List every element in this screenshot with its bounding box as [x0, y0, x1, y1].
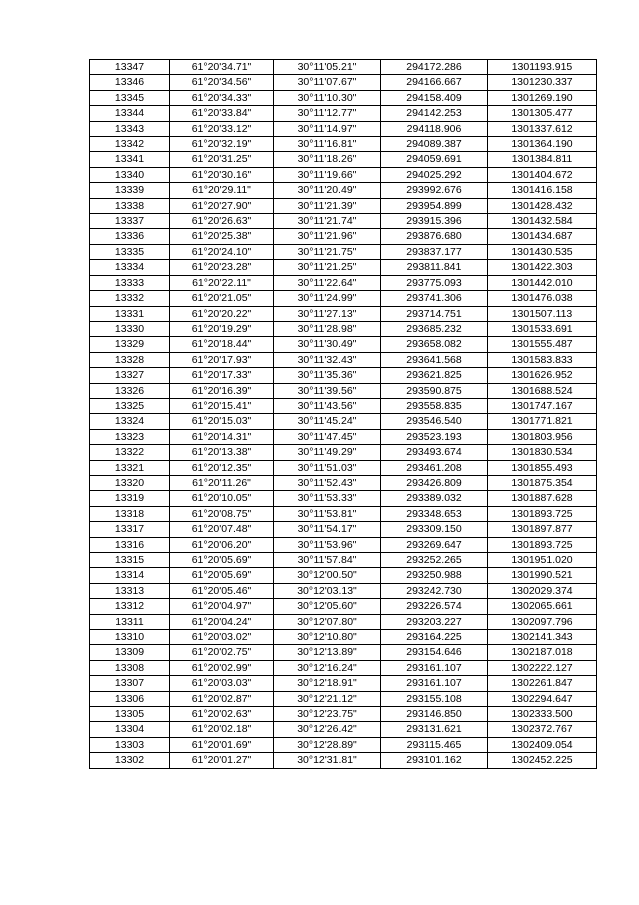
- y-coordinate-cell: 1301897.877: [488, 522, 597, 537]
- point-number-cell: 13338: [90, 198, 170, 213]
- x-coordinate-cell: 293389.032: [381, 491, 488, 506]
- table-row: [90, 137, 597, 152]
- point-number-cell: 13324: [90, 414, 170, 429]
- y-coordinate-cell: 1301875.354: [488, 475, 597, 490]
- x-coordinate-cell: 293252.265: [381, 553, 488, 568]
- point-number-cell: 13309: [90, 645, 170, 660]
- point-number-cell: 13310: [90, 630, 170, 645]
- table-row: [90, 645, 597, 660]
- point-number-cell: 13346: [90, 75, 170, 90]
- y-coordinate-cell: 1302261.847: [488, 676, 597, 691]
- latitude-cell: 61°20'01.69": [170, 737, 274, 752]
- longitude-cell: 30°11'19.66": [274, 167, 381, 182]
- y-coordinate-cell: 1301305.477: [488, 106, 597, 121]
- y-coordinate-cell: 1301555.487: [488, 337, 597, 352]
- longitude-cell: 30°11'22.64": [274, 275, 381, 290]
- y-coordinate-cell: 1302333.500: [488, 707, 597, 722]
- point-number-cell: 13341: [90, 152, 170, 167]
- latitude-cell: 61°20'23.28": [170, 260, 274, 275]
- point-number-cell: 13335: [90, 244, 170, 259]
- x-coordinate-cell: 294172.286: [381, 60, 488, 75]
- y-coordinate-cell: 1301887.628: [488, 491, 597, 506]
- latitude-cell: 61°20'33.12": [170, 121, 274, 136]
- latitude-cell: 61°20'24.10": [170, 244, 274, 259]
- latitude-cell: 61°20'02.63": [170, 707, 274, 722]
- longitude-cell: 30°12'07.80": [274, 614, 381, 629]
- point-number-cell: 13312: [90, 599, 170, 614]
- y-coordinate-cell: 1302029.374: [488, 583, 597, 598]
- longitude-cell: 30°11'21.74": [274, 214, 381, 229]
- latitude-cell: 61°20'03.02": [170, 630, 274, 645]
- x-coordinate-cell: 293348.653: [381, 506, 488, 521]
- longitude-cell: 30°11'21.96": [274, 229, 381, 244]
- longitude-cell: 30°11'24.99": [274, 291, 381, 306]
- latitude-cell: 61°20'25.38": [170, 229, 274, 244]
- longitude-cell: 30°11'35.36": [274, 368, 381, 383]
- longitude-cell: 30°11'21.25": [274, 260, 381, 275]
- latitude-cell: 61°20'31.25": [170, 152, 274, 167]
- table-row: [90, 214, 597, 229]
- latitude-cell: 61°20'21.05": [170, 291, 274, 306]
- latitude-cell: 61°20'03.03": [170, 676, 274, 691]
- table-row: [90, 244, 597, 259]
- table-row: [90, 337, 597, 352]
- latitude-cell: 61°20'33.84": [170, 106, 274, 121]
- latitude-cell: 61°20'17.33": [170, 368, 274, 383]
- point-number-cell: 13331: [90, 306, 170, 321]
- x-coordinate-cell: 293641.568: [381, 352, 488, 367]
- x-coordinate-cell: 293161.107: [381, 676, 488, 691]
- table-row: [90, 152, 597, 167]
- table-row: [90, 352, 597, 367]
- table-row: [90, 553, 597, 568]
- latitude-cell: 61°20'02.18": [170, 722, 274, 737]
- longitude-cell: 30°11'05.21": [274, 60, 381, 75]
- x-coordinate-cell: 293226.574: [381, 599, 488, 614]
- point-number-cell: 13311: [90, 614, 170, 629]
- table-row: [90, 445, 597, 460]
- longitude-cell: 30°11'30.49": [274, 337, 381, 352]
- x-coordinate-cell: 293115.465: [381, 737, 488, 752]
- point-number-cell: 13314: [90, 568, 170, 583]
- longitude-cell: 30°12'13.89": [274, 645, 381, 660]
- longitude-cell: 30°11'21.39": [274, 198, 381, 213]
- table-row: [90, 460, 597, 475]
- point-number-cell: 13306: [90, 691, 170, 706]
- latitude-cell: 61°20'19.29": [170, 321, 274, 336]
- y-coordinate-cell: 1301428.432: [488, 198, 597, 213]
- latitude-cell: 61°20'05.46": [170, 583, 274, 598]
- x-coordinate-cell: 294025.292: [381, 167, 488, 182]
- table-row: [90, 368, 597, 383]
- y-coordinate-cell: 1301747.167: [488, 398, 597, 413]
- x-coordinate-cell: 293154.646: [381, 645, 488, 660]
- table-row: [90, 414, 597, 429]
- y-coordinate-cell: 1301337.612: [488, 121, 597, 136]
- table-row: [90, 306, 597, 321]
- longitude-cell: 30°11'45.24": [274, 414, 381, 429]
- latitude-cell: 61°20'17.93": [170, 352, 274, 367]
- latitude-cell: 61°20'08.75": [170, 506, 274, 521]
- point-number-cell: 13334: [90, 260, 170, 275]
- latitude-cell: 61°20'06.20": [170, 537, 274, 552]
- x-coordinate-cell: 293590.875: [381, 383, 488, 398]
- y-coordinate-cell: 1301893.725: [488, 506, 597, 521]
- x-coordinate-cell: 293101.162: [381, 753, 488, 768]
- table-row: [90, 90, 597, 105]
- latitude-cell: 61°20'02.87": [170, 691, 274, 706]
- latitude-cell: 61°20'05.69": [170, 568, 274, 583]
- latitude-cell: 61°20'20.22": [170, 306, 274, 321]
- point-number-cell: 13325: [90, 398, 170, 413]
- latitude-cell: 61°20'05.69": [170, 553, 274, 568]
- y-coordinate-cell: 1301193.915: [488, 60, 597, 75]
- table-row: [90, 506, 597, 521]
- latitude-cell: 61°20'34.71": [170, 60, 274, 75]
- table-row: [90, 429, 597, 444]
- x-coordinate-cell: 293714.751: [381, 306, 488, 321]
- table-row: [90, 291, 597, 306]
- latitude-cell: 61°20'16.39": [170, 383, 274, 398]
- latitude-cell: 61°20'22.11": [170, 275, 274, 290]
- point-number-cell: 13347: [90, 60, 170, 75]
- y-coordinate-cell: 1301893.725: [488, 537, 597, 552]
- table-row: [90, 491, 597, 506]
- x-coordinate-cell: 293131.621: [381, 722, 488, 737]
- x-coordinate-cell: 294166.667: [381, 75, 488, 90]
- point-number-cell: 13304: [90, 722, 170, 737]
- table-row: [90, 275, 597, 290]
- point-number-cell: 13344: [90, 106, 170, 121]
- x-coordinate-cell: 293992.676: [381, 183, 488, 198]
- y-coordinate-cell: 1301507.113: [488, 306, 597, 321]
- point-number-cell: 13342: [90, 137, 170, 152]
- point-number-cell: 13317: [90, 522, 170, 537]
- longitude-cell: 30°11'12.77": [274, 106, 381, 121]
- x-coordinate-cell: 293685.232: [381, 321, 488, 336]
- point-number-cell: 13318: [90, 506, 170, 521]
- table-row: [90, 60, 597, 75]
- y-coordinate-cell: 1301230.337: [488, 75, 597, 90]
- x-coordinate-cell: 293558.835: [381, 398, 488, 413]
- y-coordinate-cell: 1301442.010: [488, 275, 597, 290]
- y-coordinate-cell: 1301430.535: [488, 244, 597, 259]
- table-row: [90, 198, 597, 213]
- point-number-cell: 13308: [90, 660, 170, 675]
- y-coordinate-cell: 1301364.190: [488, 137, 597, 152]
- x-coordinate-cell: 293837.177: [381, 244, 488, 259]
- table-row: [90, 630, 597, 645]
- x-coordinate-cell: 293161.107: [381, 660, 488, 675]
- longitude-cell: 30°11'57.84": [274, 553, 381, 568]
- table-row: [90, 722, 597, 737]
- table-row: [90, 614, 597, 629]
- latitude-cell: 61°20'12.35": [170, 460, 274, 475]
- x-coordinate-cell: 293493.674: [381, 445, 488, 460]
- y-coordinate-cell: 1302409.054: [488, 737, 597, 752]
- table-row: [90, 260, 597, 275]
- table-row: [90, 753, 597, 768]
- y-coordinate-cell: 1302065.661: [488, 599, 597, 614]
- longitude-cell: 30°11'52.43": [274, 475, 381, 490]
- latitude-cell: 61°20'34.33": [170, 90, 274, 105]
- point-number-cell: 13333: [90, 275, 170, 290]
- table-row: [90, 398, 597, 413]
- x-coordinate-cell: 293426.809: [381, 475, 488, 490]
- latitude-cell: 61°20'32.19": [170, 137, 274, 152]
- y-coordinate-cell: 1301626.952: [488, 368, 597, 383]
- latitude-cell: 61°20'10.05": [170, 491, 274, 506]
- table-row: [90, 383, 597, 398]
- table-row: [90, 121, 597, 136]
- y-coordinate-cell: 1301990.521: [488, 568, 597, 583]
- point-number-cell: 13345: [90, 90, 170, 105]
- longitude-cell: 30°11'28.98": [274, 321, 381, 336]
- latitude-cell: 61°20'15.03": [170, 414, 274, 429]
- point-number-cell: 13329: [90, 337, 170, 352]
- longitude-cell: 30°11'43.56": [274, 398, 381, 413]
- x-coordinate-cell: 293269.647: [381, 537, 488, 552]
- latitude-cell: 61°20'34.56": [170, 75, 274, 90]
- point-number-cell: 13315: [90, 553, 170, 568]
- point-number-cell: 13322: [90, 445, 170, 460]
- y-coordinate-cell: 1301432.584: [488, 214, 597, 229]
- latitude-cell: 61°20'27.90": [170, 198, 274, 213]
- longitude-cell: 30°11'53.96": [274, 537, 381, 552]
- y-coordinate-cell: 1302187.018: [488, 645, 597, 660]
- longitude-cell: 30°12'16.24": [274, 660, 381, 675]
- longitude-cell: 30°11'53.33": [274, 491, 381, 506]
- x-coordinate-cell: 293461.208: [381, 460, 488, 475]
- y-coordinate-cell: 1301422.303: [488, 260, 597, 275]
- y-coordinate-cell: 1301830.534: [488, 445, 597, 460]
- y-coordinate-cell: 1302372.767: [488, 722, 597, 737]
- table-row: [90, 321, 597, 336]
- latitude-cell: 61°20'07.48": [170, 522, 274, 537]
- x-coordinate-cell: 293523.193: [381, 429, 488, 444]
- y-coordinate-cell: 1302452.225: [488, 753, 597, 768]
- latitude-cell: 61°20'04.97": [170, 599, 274, 614]
- point-number-cell: 13336: [90, 229, 170, 244]
- x-coordinate-cell: 293250.988: [381, 568, 488, 583]
- y-coordinate-cell: 1301855.493: [488, 460, 597, 475]
- x-coordinate-cell: 293741.306: [381, 291, 488, 306]
- x-coordinate-cell: 294142.253: [381, 106, 488, 121]
- y-coordinate-cell: 1301404.672: [488, 167, 597, 182]
- y-coordinate-cell: 1302222.127: [488, 660, 597, 675]
- longitude-cell: 30°11'39.56": [274, 383, 381, 398]
- longitude-cell: 30°12'21.12": [274, 691, 381, 706]
- x-coordinate-cell: 293164.225: [381, 630, 488, 645]
- y-coordinate-cell: 1301803.956: [488, 429, 597, 444]
- latitude-cell: 61°20'18.44": [170, 337, 274, 352]
- point-number-cell: 13321: [90, 460, 170, 475]
- table-row: [90, 229, 597, 244]
- latitude-cell: 61°20'01.27": [170, 753, 274, 768]
- longitude-cell: 30°11'49.29": [274, 445, 381, 460]
- point-number-cell: 13305: [90, 707, 170, 722]
- longitude-cell: 30°12'10.80": [274, 630, 381, 645]
- point-number-cell: 13320: [90, 475, 170, 490]
- point-number-cell: 13327: [90, 368, 170, 383]
- x-coordinate-cell: 293775.093: [381, 275, 488, 290]
- x-coordinate-cell: 293621.825: [381, 368, 488, 383]
- y-coordinate-cell: 1301269.190: [488, 90, 597, 105]
- y-coordinate-cell: 1302294.647: [488, 691, 597, 706]
- x-coordinate-cell: 293155.108: [381, 691, 488, 706]
- point-number-cell: 13313: [90, 583, 170, 598]
- table-row: [90, 737, 597, 752]
- longitude-cell: 30°12'05.60": [274, 599, 381, 614]
- latitude-cell: 61°20'30.16": [170, 167, 274, 182]
- point-number-cell: 13343: [90, 121, 170, 136]
- table-row: [90, 568, 597, 583]
- point-number-cell: 13323: [90, 429, 170, 444]
- coordinates-table-body: [90, 60, 597, 769]
- x-coordinate-cell: 293146.850: [381, 707, 488, 722]
- x-coordinate-cell: 293954.899: [381, 198, 488, 213]
- latitude-cell: 61°20'26.63": [170, 214, 274, 229]
- longitude-cell: 30°12'03.13": [274, 583, 381, 598]
- latitude-cell: 61°20'14.31": [170, 429, 274, 444]
- table-row: [90, 691, 597, 706]
- point-number-cell: 13303: [90, 737, 170, 752]
- table-row: [90, 660, 597, 675]
- coordinates-table: [89, 59, 597, 769]
- table-row: [90, 183, 597, 198]
- point-number-cell: 13330: [90, 321, 170, 336]
- point-number-cell: 13316: [90, 537, 170, 552]
- longitude-cell: 30°11'32.43": [274, 352, 381, 367]
- x-coordinate-cell: 293309.150: [381, 522, 488, 537]
- longitude-cell: 30°11'47.45": [274, 429, 381, 444]
- latitude-cell: 61°20'02.99": [170, 660, 274, 675]
- point-number-cell: 13328: [90, 352, 170, 367]
- point-number-cell: 13339: [90, 183, 170, 198]
- x-coordinate-cell: 293811.841: [381, 260, 488, 275]
- latitude-cell: 61°20'04.24": [170, 614, 274, 629]
- point-number-cell: 13326: [90, 383, 170, 398]
- table-row: [90, 106, 597, 121]
- table-row: [90, 537, 597, 552]
- x-coordinate-cell: 293203.227: [381, 614, 488, 629]
- y-coordinate-cell: 1301416.158: [488, 183, 597, 198]
- table-row: [90, 475, 597, 490]
- longitude-cell: 30°11'53.81": [274, 506, 381, 521]
- longitude-cell: 30°11'07.67": [274, 75, 381, 90]
- table-row: [90, 75, 597, 90]
- longitude-cell: 30°11'54.17": [274, 522, 381, 537]
- longitude-cell: 30°11'18.26": [274, 152, 381, 167]
- x-coordinate-cell: 293915.396: [381, 214, 488, 229]
- y-coordinate-cell: 1302097.796: [488, 614, 597, 629]
- longitude-cell: 30°11'16.81": [274, 137, 381, 152]
- longitude-cell: 30°11'20.49": [274, 183, 381, 198]
- longitude-cell: 30°11'10.30": [274, 90, 381, 105]
- x-coordinate-cell: 294089.387: [381, 137, 488, 152]
- y-coordinate-cell: 1301476.038: [488, 291, 597, 306]
- latitude-cell: 61°20'29.11": [170, 183, 274, 198]
- x-coordinate-cell: 294059.691: [381, 152, 488, 167]
- y-coordinate-cell: 1301384.811: [488, 152, 597, 167]
- point-number-cell: 13332: [90, 291, 170, 306]
- longitude-cell: 30°12'31.81": [274, 753, 381, 768]
- point-number-cell: 13302: [90, 753, 170, 768]
- point-number-cell: 13340: [90, 167, 170, 182]
- latitude-cell: 61°20'02.75": [170, 645, 274, 660]
- y-coordinate-cell: 1301688.524: [488, 383, 597, 398]
- longitude-cell: 30°11'21.75": [274, 244, 381, 259]
- x-coordinate-cell: 293876.680: [381, 229, 488, 244]
- table-row: [90, 707, 597, 722]
- longitude-cell: 30°12'23.75": [274, 707, 381, 722]
- y-coordinate-cell: 1301533.691: [488, 321, 597, 336]
- longitude-cell: 30°11'14.97": [274, 121, 381, 136]
- longitude-cell: 30°12'26.42": [274, 722, 381, 737]
- latitude-cell: 61°20'13.38": [170, 445, 274, 460]
- y-coordinate-cell: 1301434.687: [488, 229, 597, 244]
- point-number-cell: 13319: [90, 491, 170, 506]
- longitude-cell: 30°12'00.50": [274, 568, 381, 583]
- table-row: [90, 167, 597, 182]
- x-coordinate-cell: 293546.540: [381, 414, 488, 429]
- longitude-cell: 30°12'18.91": [274, 676, 381, 691]
- point-number-cell: 13307: [90, 676, 170, 691]
- table-row: [90, 522, 597, 537]
- latitude-cell: 61°20'11.26": [170, 475, 274, 490]
- longitude-cell: 30°12'28.89": [274, 737, 381, 752]
- x-coordinate-cell: 294118.906: [381, 121, 488, 136]
- point-number-cell: 13337: [90, 214, 170, 229]
- y-coordinate-cell: 1301951.020: [488, 553, 597, 568]
- x-coordinate-cell: 294158.409: [381, 90, 488, 105]
- latitude-cell: 61°20'15.41": [170, 398, 274, 413]
- table-row: [90, 676, 597, 691]
- x-coordinate-cell: 293242.730: [381, 583, 488, 598]
- x-coordinate-cell: 293658.082: [381, 337, 488, 352]
- table-row: [90, 583, 597, 598]
- y-coordinate-cell: 1301771.821: [488, 414, 597, 429]
- y-coordinate-cell: 1301583.833: [488, 352, 597, 367]
- longitude-cell: 30°11'27.13": [274, 306, 381, 321]
- table-row: [90, 599, 597, 614]
- longitude-cell: 30°11'51.03": [274, 460, 381, 475]
- y-coordinate-cell: 1302141.343: [488, 630, 597, 645]
